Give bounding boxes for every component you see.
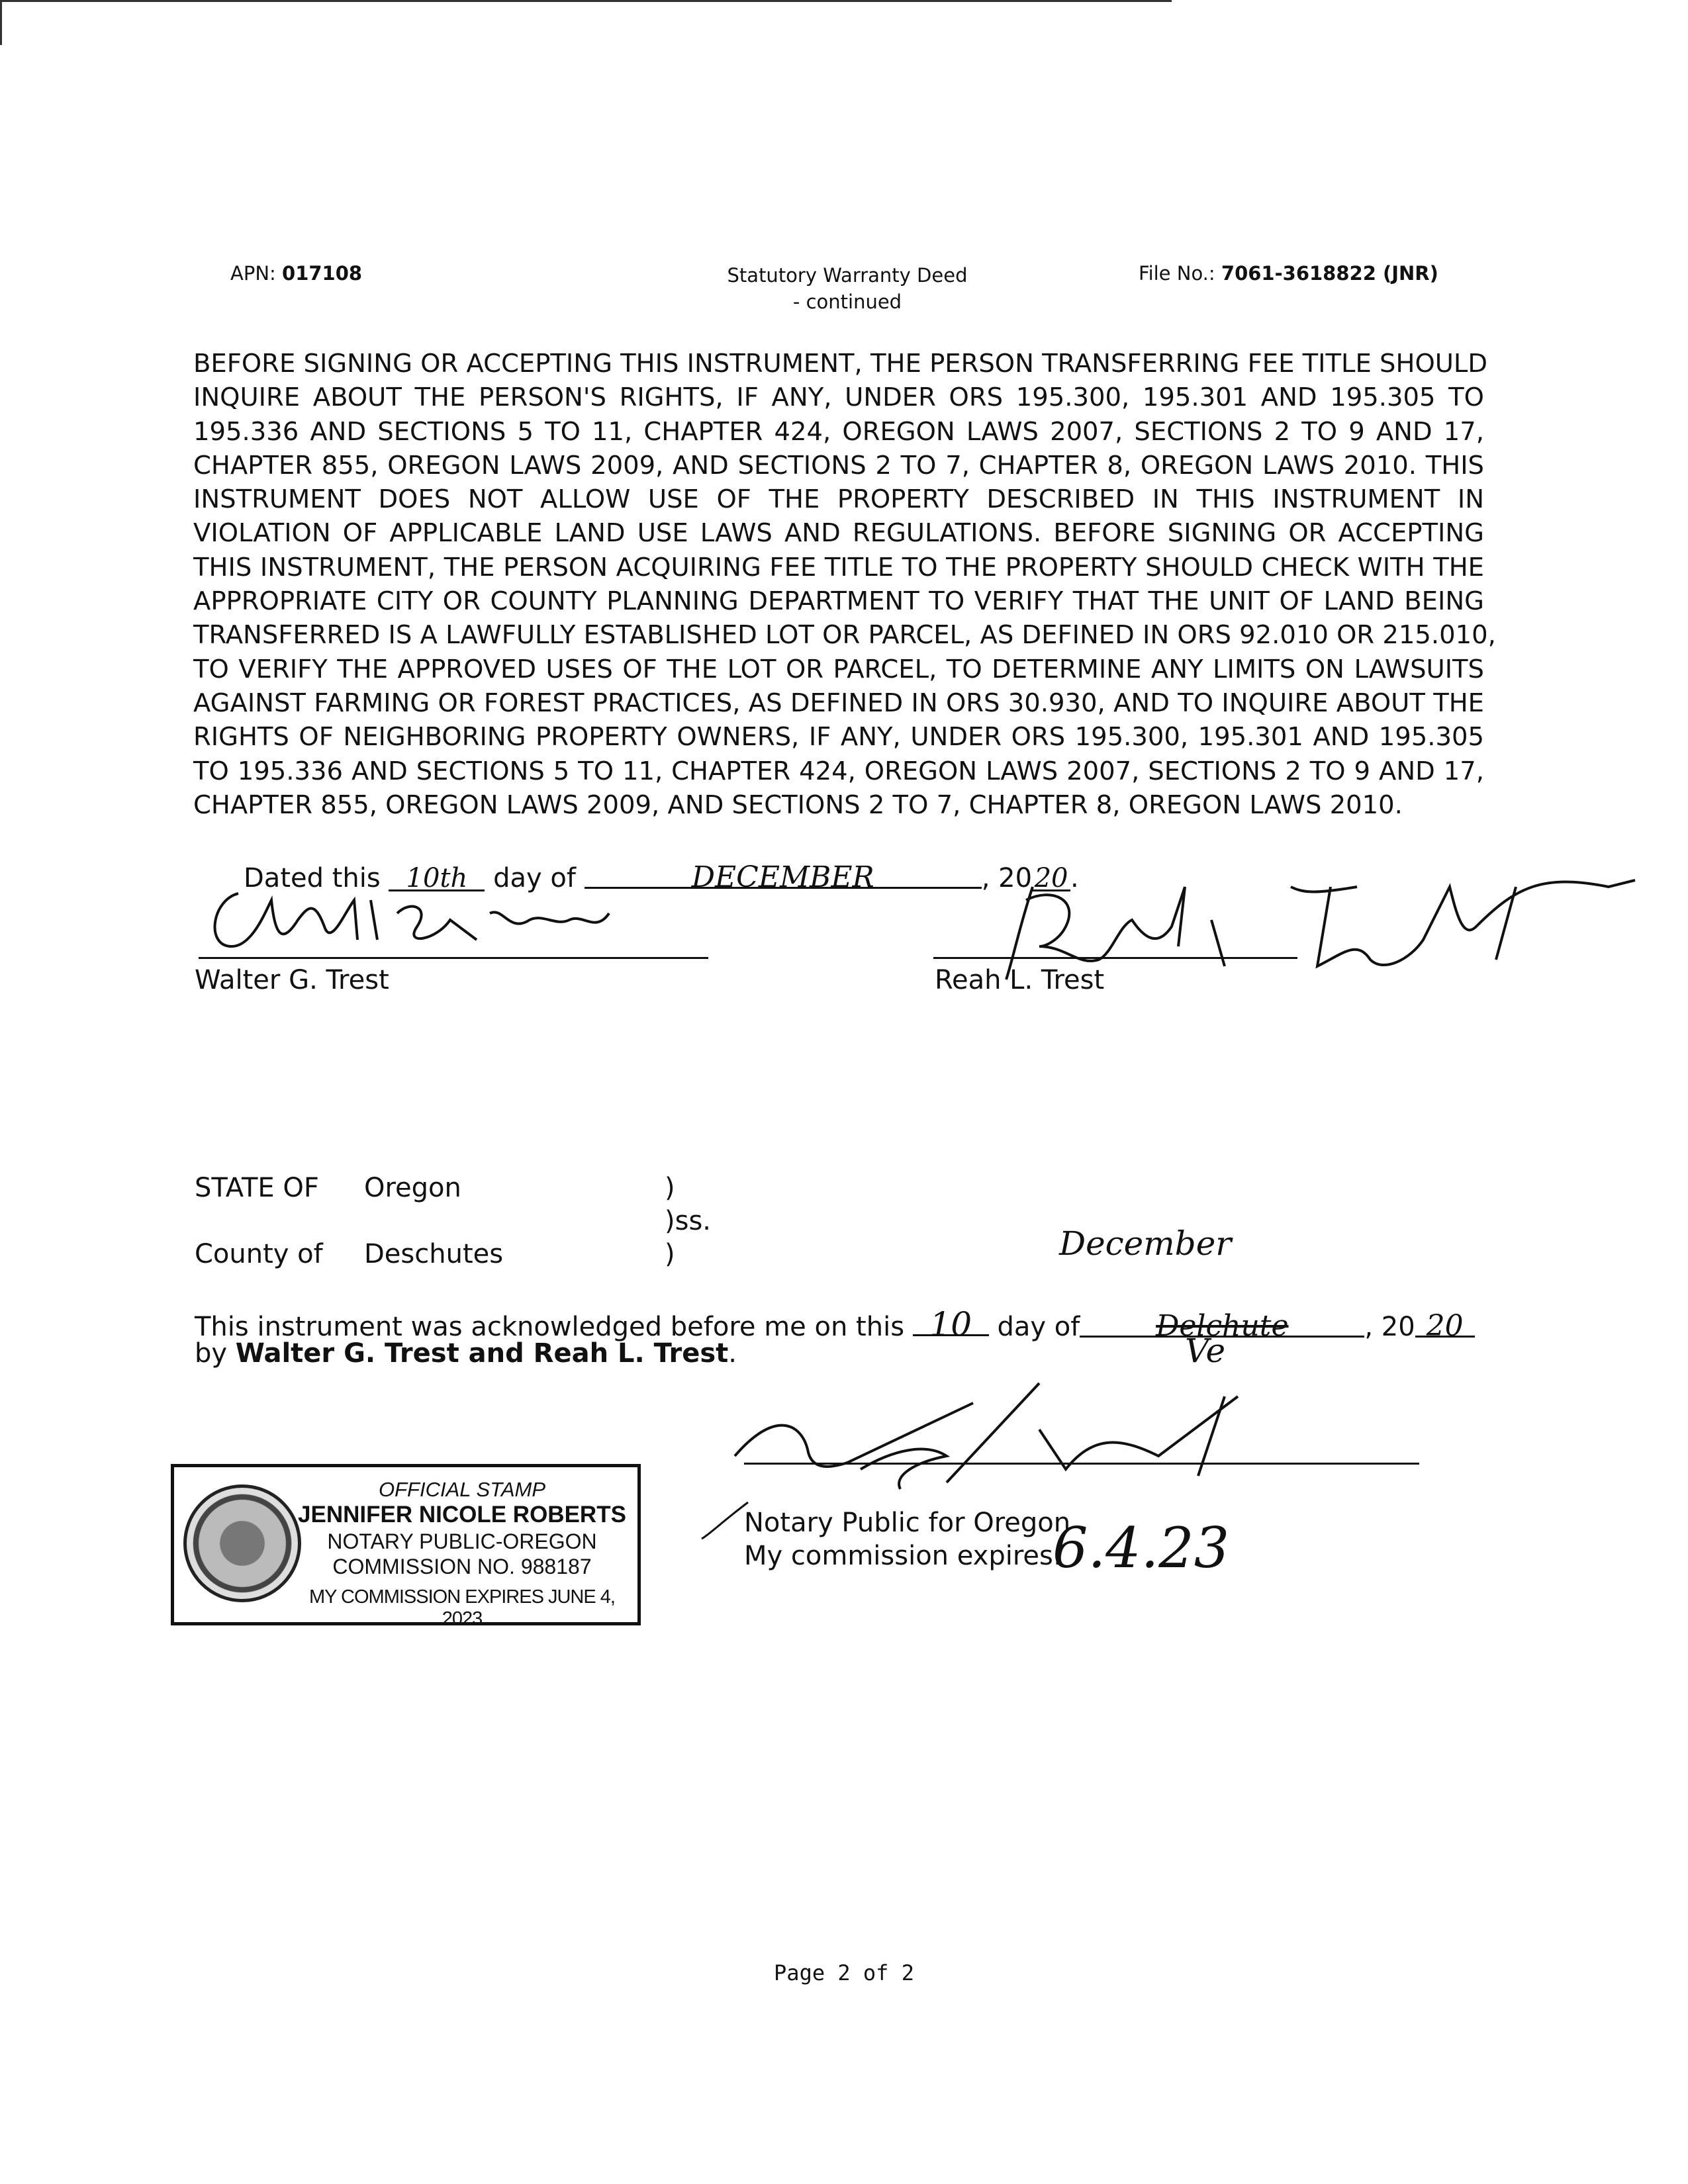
scan-edge-left bbox=[0, 0, 2, 45]
notary-title: Notary Public for Oregon bbox=[744, 1508, 1071, 1538]
doc-title: Statutory Warranty Deed bbox=[727, 264, 968, 287]
notary-official-stamp bbox=[171, 1464, 641, 1629]
notice-line: INSTRUMENT DOES NOT ALLOW USE OF THE PROPERTY DESCRIBED IN THIS INSTRUMENT IN bbox=[193, 484, 1484, 515]
notice-line: BEFORE SIGNING OR ACCEPTING THIS INSTRUMENT, THE PERSON TRANSFERRING FEE TITLE SHOULD bbox=[193, 349, 1488, 379]
apn-header bbox=[230, 262, 362, 285]
dated-suffix: . bbox=[1070, 863, 1079, 893]
stamp-line-5: MY COMMISSION EXPIRES JUNE 4, 2023 bbox=[309, 1586, 615, 1629]
apn-label: APN: bbox=[230, 262, 276, 285]
dated-prefix: Dated this bbox=[244, 863, 381, 893]
ack-by-names: Walter G. Trest and Reah L. Trest bbox=[235, 1338, 729, 1369]
commission-expires-label: My commission expires: bbox=[744, 1541, 1062, 1571]
notice-line: TO VERIFY THE APPROVED USES OF THE LOT OR PARCEL, TO DETERMINE ANY LIMITS ON LAWSUITS bbox=[193, 654, 1484, 684]
notice-line: APPROPRIATE CITY OR COUNTY PLANNING DEPARTMENT TO VERIFY THAT THE UNIT OF LAND BEING bbox=[193, 586, 1484, 617]
notice-line: THIS INSTRUMENT, THE PERSON ACQUIRING FEE TITLE TO THE PROPERTY SHOULD CHECK WITH THE bbox=[193, 552, 1484, 582]
notice-line: VIOLATION OF APPLICABLE LAND USE LAWS AND REGULATIONS. BEFORE SIGNING OR ACCEPTING bbox=[193, 518, 1484, 549]
venue-paren-1: ) bbox=[665, 1173, 675, 1203]
ack-by-line bbox=[195, 1338, 737, 1369]
dated-year-handwritten: 20 bbox=[1032, 863, 1070, 891]
file-number-header bbox=[1139, 262, 1438, 285]
ack-text-2: day of bbox=[997, 1312, 1080, 1342]
file-label: File No.: bbox=[1139, 262, 1215, 285]
oregon-state-seal-icon bbox=[183, 1484, 301, 1602]
dated-day-handwritten: 10th bbox=[389, 863, 485, 891]
ack-day-handwritten: 10 bbox=[913, 1305, 989, 1336]
county-label: County of bbox=[195, 1239, 323, 1269]
stamp-line-1: OFFICIAL STAMP bbox=[378, 1478, 546, 1501]
stamp-line-3: NOTARY PUBLIC-OREGON bbox=[327, 1529, 597, 1553]
notice-line: INQUIRE ABOUT THE PERSON'S RIGHTS, IF ANY, UNDER ORS 195.300, 195.301 AND 195.305 TO bbox=[193, 383, 1484, 413]
ack-month-handwritten-above: December bbox=[1059, 1224, 1232, 1263]
ack-text-1: This instrument was acknowledged before me on this bbox=[195, 1312, 905, 1342]
notice-line: RIGHTS OF NEIGHBORING PROPERTY OWNERS, IF ANY, UNDER ORS 195.300, 195.301 AND 195.305 bbox=[193, 722, 1484, 752]
ack-year-handwritten: 20 bbox=[1415, 1309, 1475, 1338]
county-value: Deschutes bbox=[364, 1239, 504, 1269]
apn-value: 017108 bbox=[282, 262, 363, 285]
signer-name-right: Reah L. Trest bbox=[935, 965, 1105, 995]
statutory-notice bbox=[193, 347, 1496, 822]
stamp-line-4: COMMISSION NO. 988187 bbox=[332, 1555, 592, 1578]
notary-signature-line bbox=[744, 1463, 1419, 1465]
signer-name-left: Walter G. Trest bbox=[195, 965, 389, 995]
stamp-line-2: JENNIFER NICOLE ROBERTS bbox=[298, 1502, 626, 1527]
doc-subtitle: - continued bbox=[792, 291, 902, 313]
notice-line: 195.336 AND SECTIONS 5 TO 11, CHAPTER 424, OREGON LAWS 2007, SECTIONS 2 TO 9 AND 17, bbox=[193, 416, 1484, 447]
notice-line: TO 195.336 AND SECTIONS 5 TO 11, CHAPTER 424, OREGON LAWS 2007, SECTIONS 2 TO 9 AND 17, bbox=[193, 756, 1484, 786]
ack-year-prefix: , 20 bbox=[1364, 1312, 1415, 1342]
state-value: Oregon bbox=[364, 1173, 461, 1203]
ack-by-suffix: . bbox=[728, 1338, 737, 1369]
notice-line: CHAPTER 855, OREGON LAWS 2009, AND SECTIONS 2 TO 7, CHAPTER 8, OREGON LAWS 2010. THIS bbox=[193, 450, 1484, 480]
notice-line: AGAINST FARMING OR FOREST PRACTICES, AS DEFINED IN ORS 30.930, AND TO INQUIRE ABOUT THE bbox=[193, 688, 1484, 718]
dated-year-prefix: , 20 bbox=[981, 863, 1033, 893]
dated-mid: day of bbox=[493, 863, 576, 893]
signature-line-left bbox=[199, 957, 708, 959]
notice-line: TRANSFERRED IS A LAWFULLY ESTABLISHED LOT OR PARCEL, AS DEFINED IN ORS 92.010 OR 215.010, bbox=[193, 620, 1496, 651]
scan-edge-top bbox=[0, 0, 1172, 2]
page-number: Page 2 of 2 bbox=[774, 1960, 914, 1985]
signature-walter-trest bbox=[199, 874, 728, 966]
file-value: 7061-3618822 (JNR) bbox=[1221, 262, 1438, 285]
state-label: STATE OF bbox=[195, 1173, 319, 1203]
venue-ss: )ss. bbox=[665, 1206, 711, 1236]
signature-line-right bbox=[933, 957, 1297, 959]
dated-month-handwritten: DECEMBER bbox=[585, 860, 982, 889]
venue-paren-2: ) bbox=[665, 1239, 675, 1269]
acknowledgement-line bbox=[195, 1305, 1475, 1342]
document-title bbox=[616, 262, 1079, 315]
ack-month-handwritten-struck: Delchute bbox=[1080, 1309, 1364, 1338]
ack-initials-handwritten: Ve bbox=[1185, 1332, 1226, 1370]
notice-line: CHAPTER 855, OREGON LAWS 2009, AND SECTIONS 2 TO 7, CHAPTER 8, OREGON LAWS 2010. bbox=[193, 790, 1403, 820]
ack-by-prefix: by bbox=[195, 1338, 228, 1369]
commission-expires-handwritten: 6.4.23 bbox=[1053, 1516, 1230, 1580]
